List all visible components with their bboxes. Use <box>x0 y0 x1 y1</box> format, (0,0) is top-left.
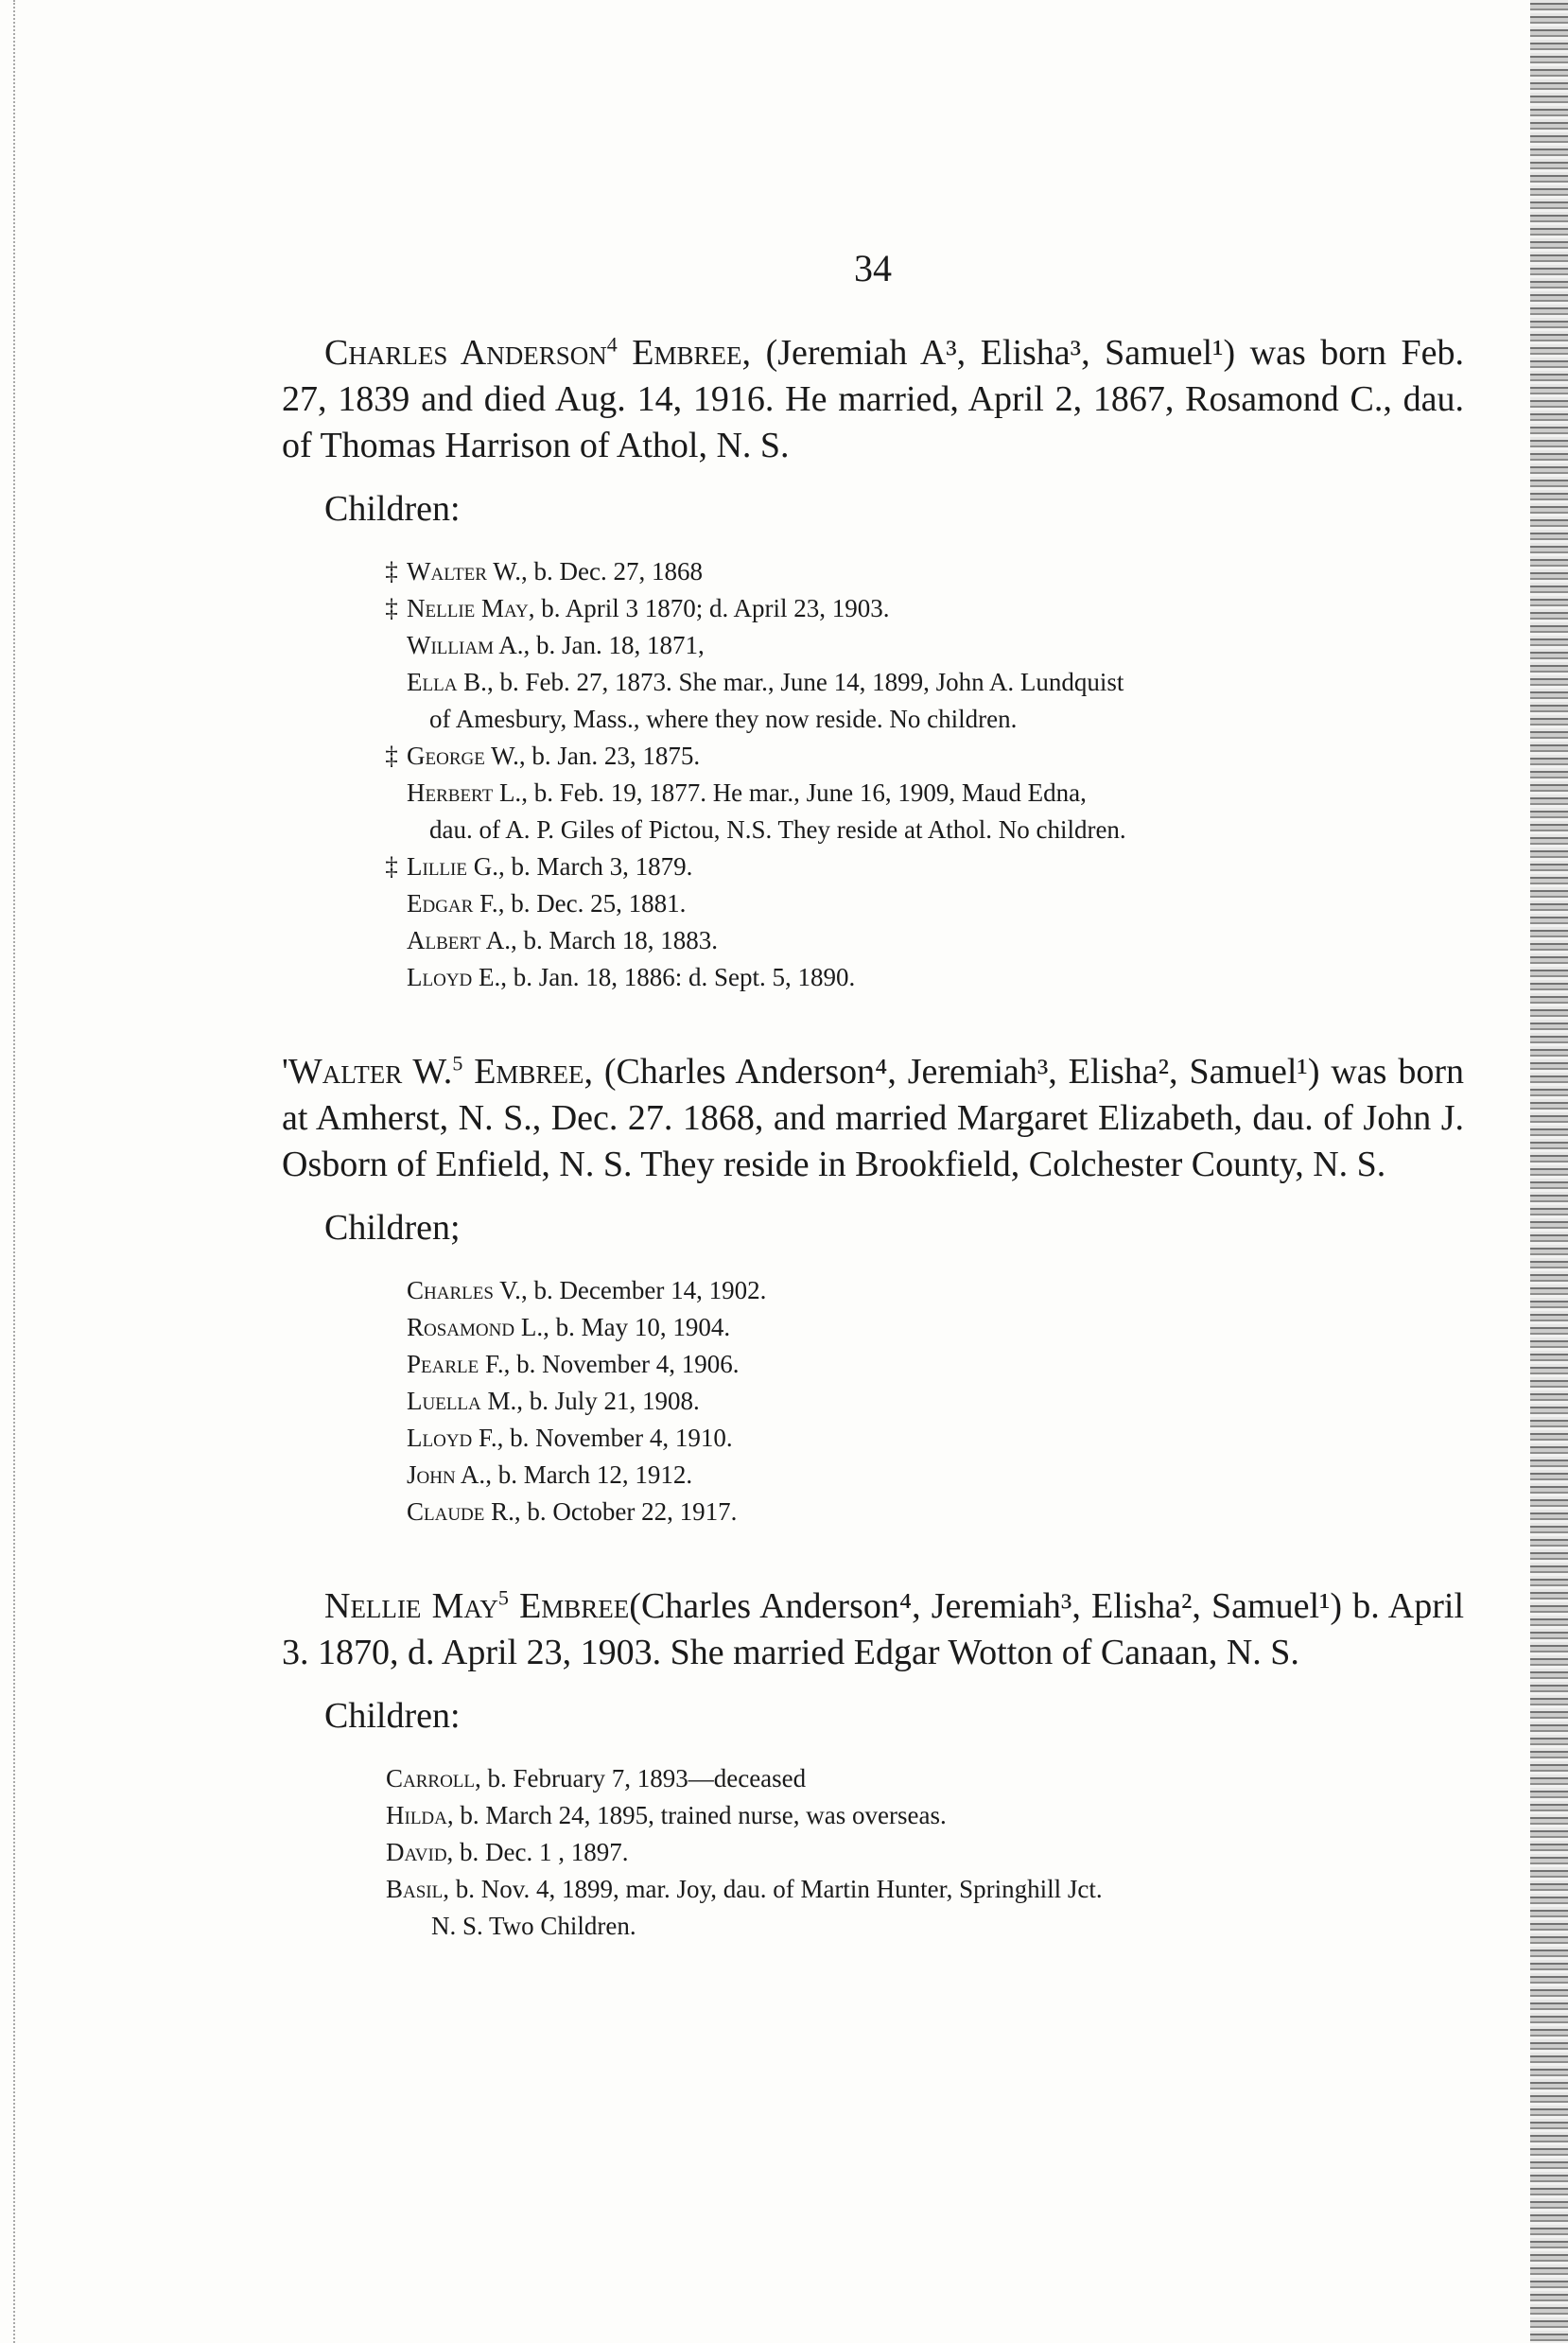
list-item <box>282 1383 1464 1420</box>
list-item <box>282 1309 1464 1346</box>
list-item <box>282 1272 1464 1309</box>
list-item <box>282 848 1464 885</box>
children-label: Children: <box>324 489 461 529</box>
child-text: , b. March 24, 1895, trained nurse, was overseas. <box>446 1801 947 1829</box>
child-name: George W. <box>407 742 519 770</box>
generation-number: 4 <box>606 332 618 357</box>
child-name: Luella M. <box>407 1387 517 1415</box>
page-number: 34 <box>854 247 892 289</box>
scan-right-edge <box>1530 0 1568 2343</box>
document-page <box>282 246 1464 1945</box>
list-item <box>282 590 1464 627</box>
child-text: , b. Feb. 27, 1873. She mar., June 14, 1899, John A. Lundquist <box>486 668 1124 696</box>
list-item <box>282 1871 1464 1945</box>
entry-text: , (Jeremiah A³, Elisha³, Samuel¹) was born Feb. 27, 1839 and died Aug. 14, 1916. He married, April 2, 1867, Rosamond C., dau. of Thomas Harrison of Athol, N. S. <box>282 333 1465 465</box>
line-mark: ‡ <box>385 852 398 881</box>
person-name: 'Walter W. <box>282 1052 453 1092</box>
section-gap <box>282 1530 1464 1583</box>
list-item <box>282 922 1464 959</box>
list-item <box>282 738 1464 775</box>
children-label: Children; <box>324 1208 461 1248</box>
children-list <box>282 1272 1464 1530</box>
surname: Embree <box>474 1052 584 1092</box>
child-text: , b. October 22, 1917. <box>514 1497 738 1526</box>
child-name: David <box>386 1838 447 1866</box>
line-mark: ‡ <box>385 742 398 770</box>
child-name: Nellie May <box>407 594 529 622</box>
entry-paragraph <box>282 1049 1464 1188</box>
child-continuation: of Amesbury, Mass., where they now reside. No children. <box>429 705 1018 733</box>
child-text: , b. Jan. 18, 1871, <box>523 631 705 659</box>
list-item <box>282 885 1464 922</box>
list-item <box>282 1797 1464 1834</box>
line-mark: ‡ <box>385 557 398 586</box>
child-name: Basil <box>386 1875 444 1903</box>
list-item <box>282 1760 1464 1797</box>
list-item <box>282 664 1464 738</box>
list-item <box>282 1834 1464 1871</box>
child-text: , b. November 4, 1910. <box>497 1424 733 1452</box>
child-name: William A. <box>407 631 524 659</box>
child-name: Lillie G. <box>407 852 498 881</box>
child-text: , b. November 4, 1906. <box>503 1350 740 1378</box>
child-name: Rosamond L. <box>407 1313 544 1341</box>
list-item <box>282 1420 1464 1457</box>
child-name: Lloyd F. <box>407 1424 497 1452</box>
line-mark: ‡ <box>385 594 398 622</box>
list-item <box>282 1457 1464 1494</box>
entry-text: , (Charles Anderson⁴, Jeremiah³, Elisha², Samuel¹) was born at Amherst, N. S., Dec. 27. 1868, and married Margaret Elizabeth, dau. of John J. Osborn of Enfield, N. S. They reside in Brookfield, Colchester County, N. S. <box>282 1052 1464 1184</box>
list-item <box>282 959 1464 996</box>
child-text: , b. March 12, 1912. <box>485 1460 693 1489</box>
children-list <box>282 553 1464 996</box>
list-item <box>282 1494 1464 1530</box>
children-list <box>282 1760 1464 1945</box>
child-name: Carroll <box>386 1764 476 1792</box>
list-item <box>282 627 1464 664</box>
list-item <box>282 1346 1464 1383</box>
child-text: , b. May 10, 1904. <box>543 1313 731 1341</box>
entry-paragraph <box>282 1583 1464 1676</box>
child-text: , b. Jan. 23, 1875. <box>518 742 701 770</box>
child-name: Lloyd E. <box>407 963 501 991</box>
child-text: , b. Dec. 27, 1868 <box>520 557 703 586</box>
child-name: Charles V. <box>407 1276 521 1304</box>
entry-text: (Charles Anderson⁴, Jeremiah³, Elisha², Samuel¹) b. April 3. 1870, d. April 23, 1903. She married Edgar Wotton of Canaan, N. S. <box>282 1586 1465 1672</box>
child-name: John A. <box>407 1460 486 1489</box>
child-continuation: dau. of A. P. Giles of Pictou, N.S. They reside at Athol. No children. <box>429 815 1126 844</box>
child-text: , b. Nov. 4, 1899, mar. Joy, dau. of Martin Hunter, Springhill Jct. <box>443 1875 1103 1903</box>
family-entry-charles-anderson <box>282 330 1464 996</box>
surname: Embree <box>519 1586 630 1626</box>
child-name: Walter W. <box>407 557 521 586</box>
person-name: Nellie May <box>324 1586 498 1626</box>
child-text: , b. Dec. 25, 1881. <box>497 889 687 918</box>
list-item <box>282 775 1464 848</box>
child-text: , b. Feb. 19, 1877. He mar., June 16, 1909, Maud Edna, <box>521 778 1087 807</box>
generation-number: 5 <box>497 1585 509 1610</box>
child-name: Ella B. <box>407 668 487 696</box>
child-text: , b. March 3, 1879. <box>497 852 693 881</box>
child-name: Edgar F. <box>407 889 498 918</box>
child-name: Claude R. <box>407 1497 514 1526</box>
surname: Embree <box>632 333 742 373</box>
child-name: Herbert L. <box>407 778 522 807</box>
child-text: , b. Dec. 1 , 1897. <box>446 1838 629 1866</box>
child-text: , b. July 21, 1908. <box>516 1387 700 1415</box>
children-label: Children: <box>324 1696 461 1736</box>
child-name: Albert A. <box>407 926 512 954</box>
child-name: Pearle F. <box>407 1350 504 1378</box>
child-text: , b. Jan. 18, 1886: d. Sept. 5, 1890. <box>500 963 856 991</box>
child-text: , b. March 18, 1883. <box>511 926 718 954</box>
child-continuation: N. S. Two Children. <box>431 1912 636 1940</box>
child-text: , b. December 14, 1902. <box>520 1276 767 1304</box>
child-text: , b. February 7, 1893—deceased <box>475 1764 807 1792</box>
generation-number: 5 <box>452 1051 463 1075</box>
child-text: , b. April 3 1870; d. April 23, 1903. <box>528 594 890 622</box>
section-gap <box>282 996 1464 1049</box>
person-name: Charles Anderson <box>324 333 607 373</box>
scan-left-edge <box>13 0 21 2343</box>
list-item <box>282 553 1464 590</box>
family-entry-nellie-may <box>282 1583 1464 1945</box>
family-entry-walter-w <box>282 1049 1464 1530</box>
entry-paragraph <box>282 330 1464 469</box>
child-name: Hilda <box>386 1801 447 1829</box>
